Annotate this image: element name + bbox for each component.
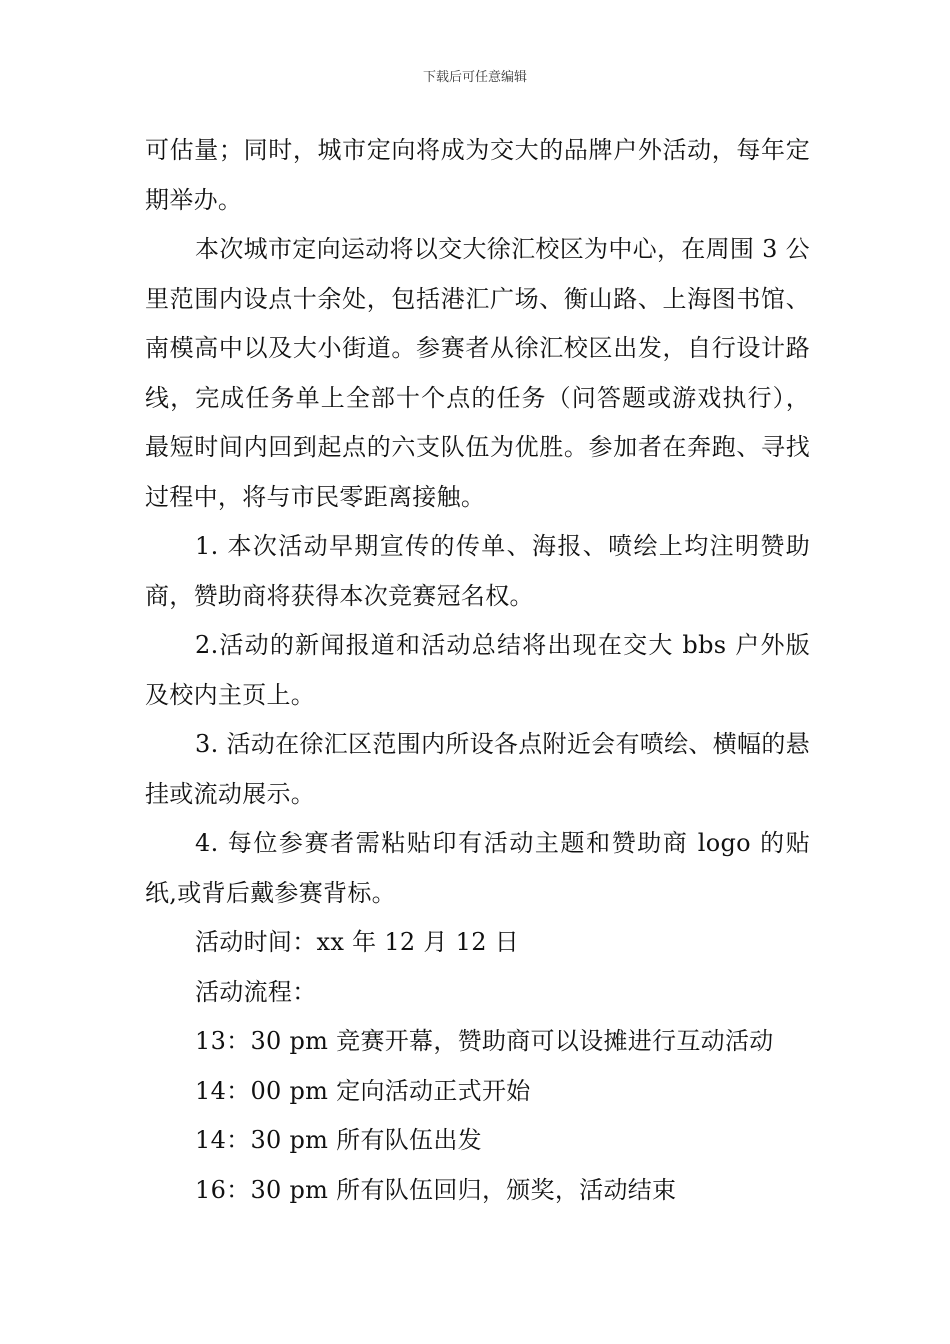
paragraph-intro-continuation: 可估量；同时，城市定向将成为交大的品牌户外活动，每年定期举办。 [145, 136, 810, 214]
paragraph-sponsor-item-4: 4. 每位参赛者需粘贴印有活动主题和赞助商 logo 的贴纸,或背后戴参赛背标。 [145, 829, 810, 907]
page-header: 下载后可任意编辑 [422, 70, 527, 85]
document-body [145, 126, 810, 1215]
schedule-item: 14：30 pm 所有队伍出发 [195, 1126, 482, 1154]
paragraph-sponsor-item-2: 2.活动的新闻报道和活动总结将出现在交大 bbs 户外版及校内主页上。 [145, 631, 810, 709]
paragraph-event-description: 本次城市定向运动将以交大徐汇校区为中心，在周围 3 公里范围内设点十余处，包括港汇广场、衡山路、上海图书馆、南模高中以及大小街道。参赛者从徐汇校区出发，自行设计路线，完成任务单上全部十个点的任务（问答题或游戏执行），最短时间内回到起点的六支队伍为优胜。参加者在奔跑、寻找过程中，将与市民零距离接触。 [145, 235, 810, 511]
schedule-item: 16：30 pm 所有队伍回归，颁奖，活动结束 [195, 1175, 677, 1204]
schedule-title: 活动流程： [195, 977, 317, 1006]
event-time: 活动时间：xx 年 12 月 12 日 [195, 928, 519, 956]
schedule-item: 13：30 pm 竞赛开幕，赞助商可以设摊进行互动活动 [195, 1027, 774, 1055]
paragraph-sponsor-item-3: 3. 活动在徐汇区范围内所设各点附近会有喷绘、横幅的悬挂或流动展示。 [145, 730, 810, 808]
schedule-item: 14：00 pm 定向活动正式开始 [195, 1076, 531, 1105]
paragraph-sponsor-item-1: 1. 本次活动早期宣传的传单、海报、喷绘上均注明赞助商，赞助商将获得本次竞赛冠名权。 [145, 532, 810, 610]
